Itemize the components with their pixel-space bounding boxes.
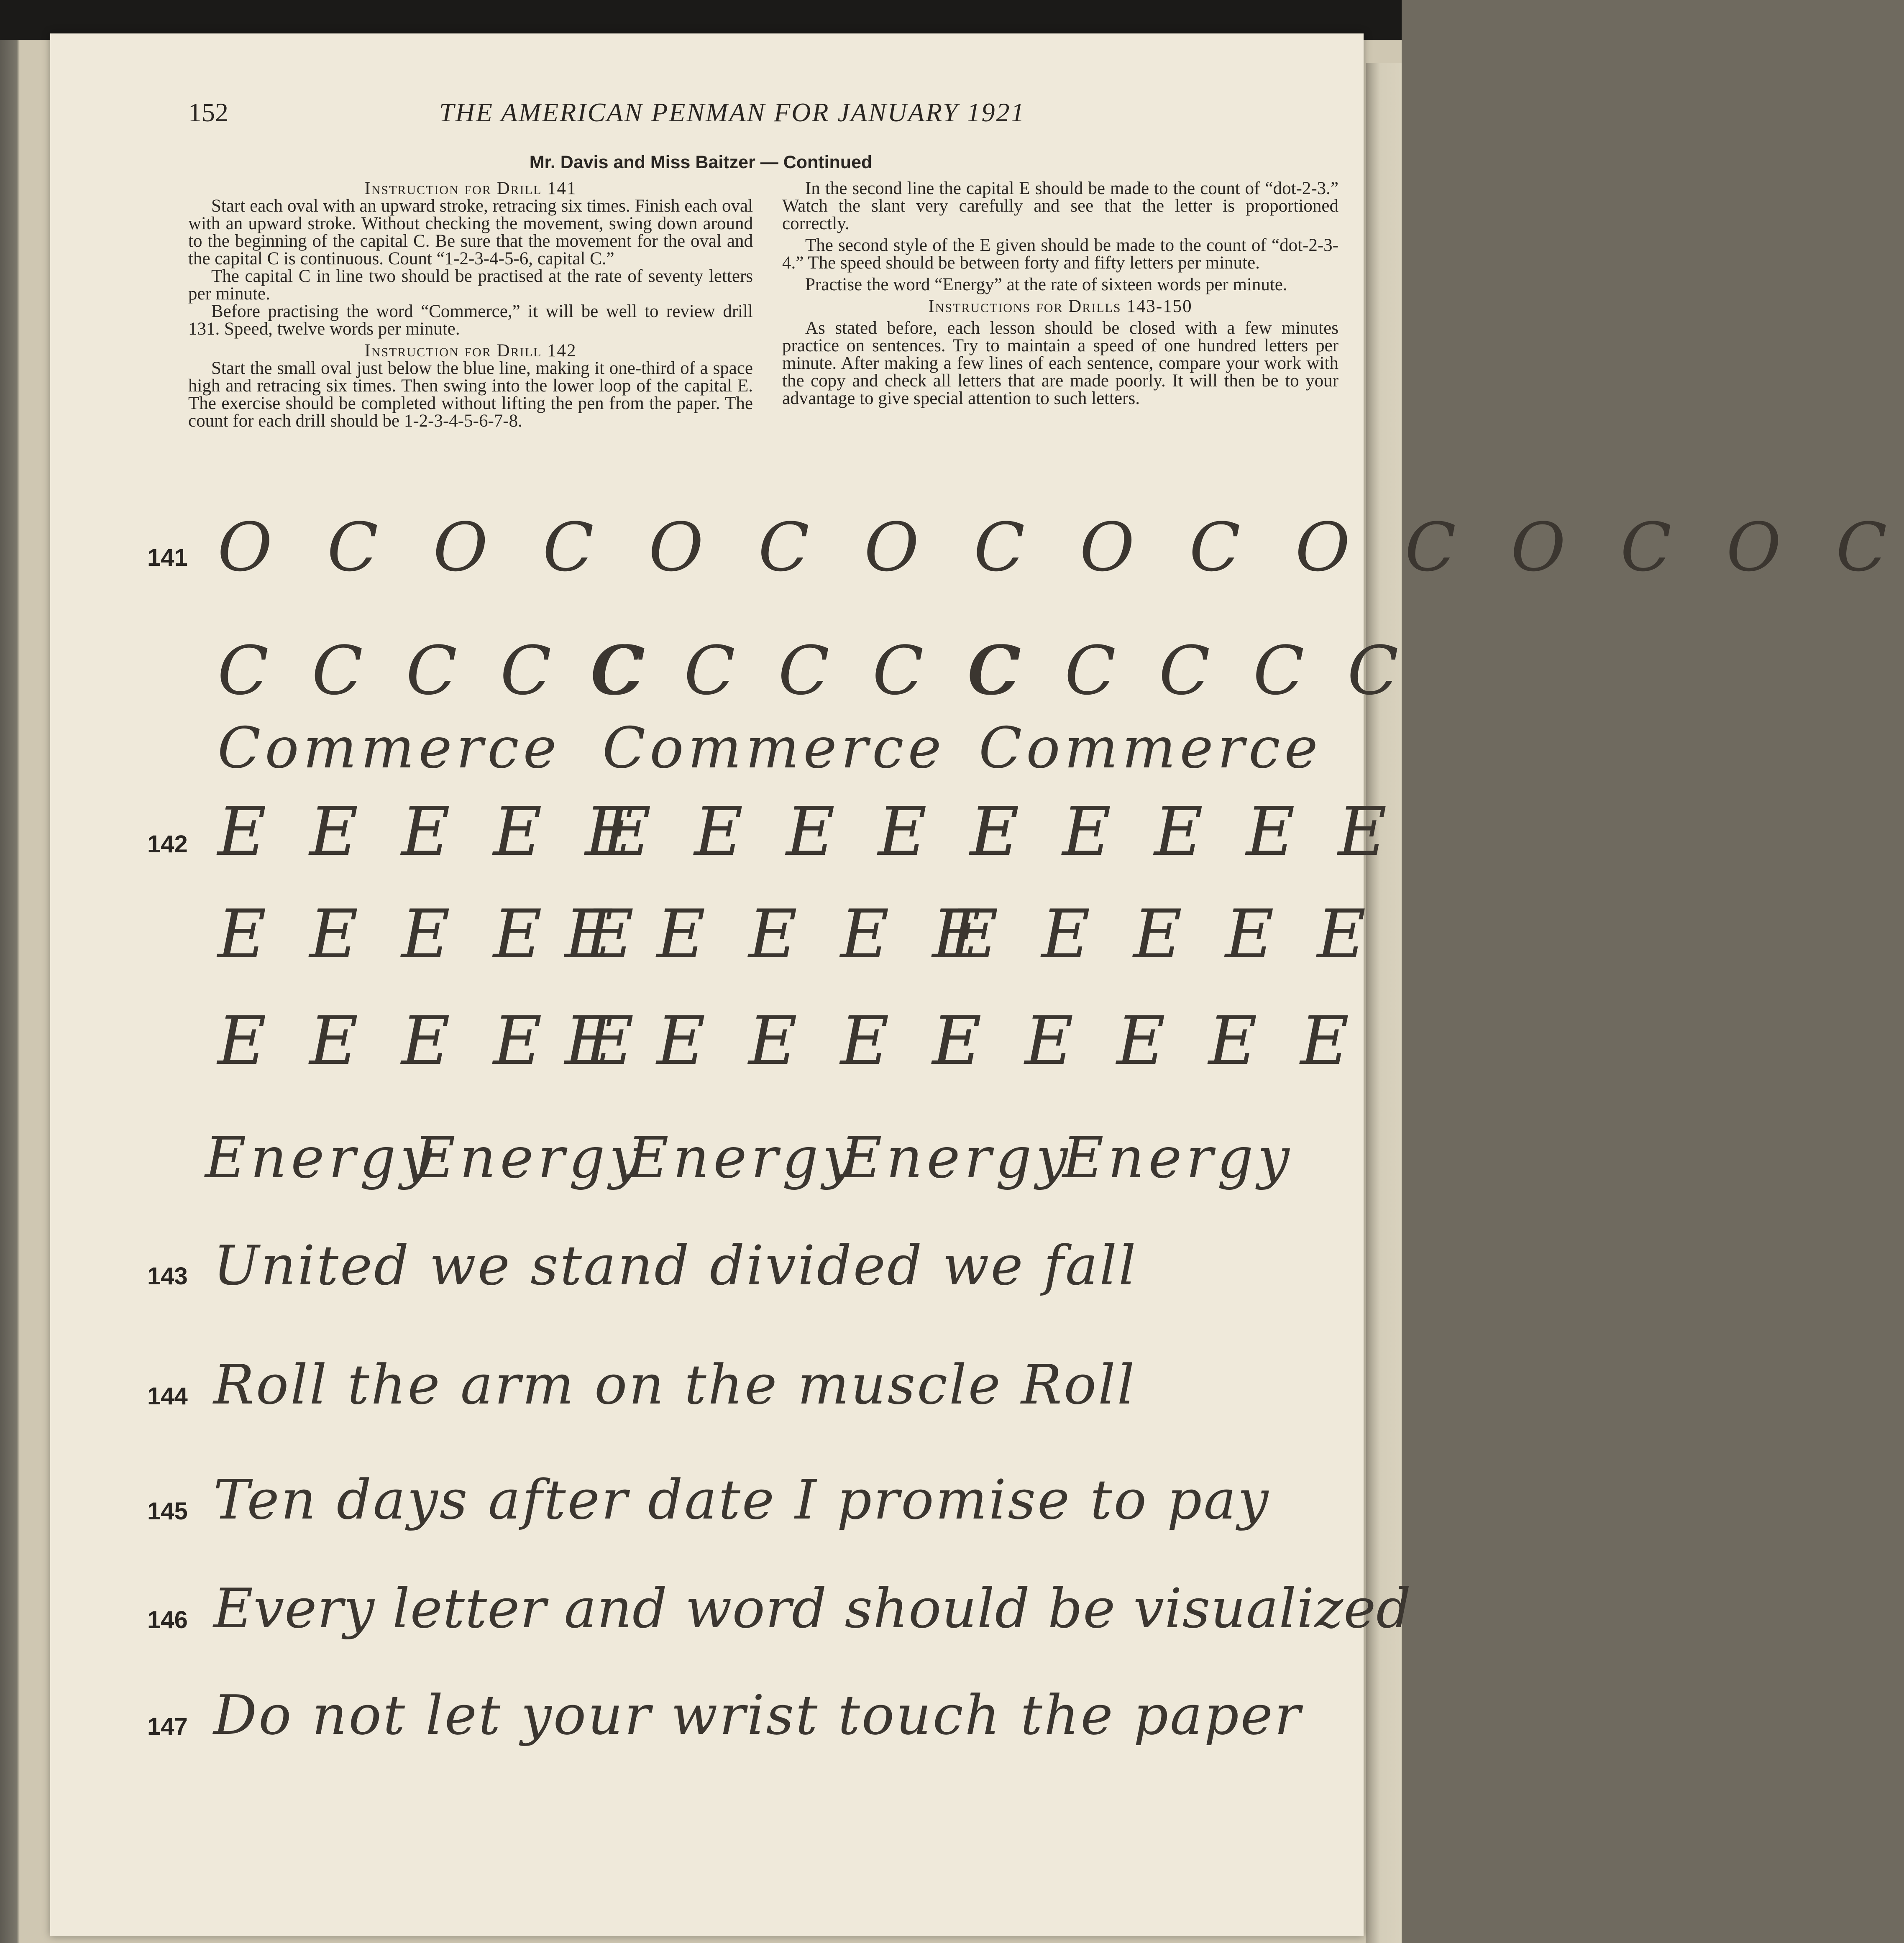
- energy-word: Energy: [841, 1125, 1072, 1191]
- e-style2-group: E E E E E: [218, 1002, 645, 1080]
- drill-number-146: 146: [147, 1606, 188, 1634]
- e-group: E E E E E: [565, 895, 992, 973]
- oval-c-exercise-row: O C O C O C O C O C O C O C O C: [218, 508, 1904, 586]
- e-group: E E E E E: [949, 895, 1377, 973]
- c-group: C C C C C: [218, 631, 657, 710]
- drill-number-145: 145: [147, 1498, 188, 1525]
- e-loop-group: E E E E E: [970, 793, 1398, 871]
- energy-word: Energy: [627, 1125, 859, 1191]
- drill-number-141: 141: [147, 544, 188, 571]
- e-group: E E E E E: [218, 895, 645, 973]
- energy-word: Energy: [414, 1125, 645, 1191]
- energy-word: Energy: [1062, 1125, 1294, 1191]
- paragraph: The capital C in line two should be practised at the rate of seventy letters per minute.: [188, 266, 753, 304]
- paragraph: As stated before, each lesson should be closed with a few minutes practice on sentences. Try to maintain a speed of one hundred letters per minute. After making a few lines of each sentence, compare your work with the copy and check all letters that are made poorly. It will then be to your advantage to give special attention to such letters.: [782, 318, 1338, 408]
- right-text-column: [782, 180, 1338, 407]
- c-group: C C C C C: [970, 631, 1410, 710]
- commerce-word: Commerce: [979, 715, 1322, 781]
- paragraph: The second style of the E given should be made to the count of “dot-2-3-4.” The speed should be between forty and fifty letters per minute.: [782, 235, 1338, 273]
- drill-number-142: 142: [147, 831, 188, 858]
- section-title: Mr. Davis and Miss Baitzer — Continued: [529, 152, 873, 172]
- e-loop-group: E E E E E: [218, 793, 645, 871]
- paragraph: In the second line the capital E should be made to the count of “dot-2-3.” Watch the slant very carefully and see that the letter is proportioned correctly.: [782, 179, 1338, 233]
- commerce-word: Commerce: [218, 715, 561, 781]
- drill-number-143: 143: [147, 1263, 188, 1290]
- left-text-column: [188, 180, 753, 430]
- sentence-146: Every letter and word should be visualized: [213, 1577, 1412, 1640]
- e-loop-group: E E E E E: [602, 793, 1030, 871]
- paragraph: Practise the word “Energy” at the rate of sixteen words per minute.: [805, 275, 1287, 294]
- paragraph: Start the small oval just below the blue line, making it one-third of a space high and retracing six times. Then swing into the lower loop of the capital E. The exercise should be completed without lifting the pen from the paper. The count for each drill should be 1-2-3-4-5-6-7-8.: [188, 358, 753, 431]
- paragraph: Start each oval with an upward stroke, retracing six times. Finish each oval with an upward stroke. Without checking the movement, swing down around to the beginning of the capital C. Be sure that the movement for the oval and the capital C is continuous. Count “1-2-3-4-5-6, capital C.”: [188, 196, 753, 268]
- facing-page-edge: [1366, 63, 1402, 1943]
- running-head: THE AMERICAN PENMAN FOR JANUARY 1921: [439, 97, 1026, 127]
- drill-141-heading: Instruction for Drill 141: [364, 179, 577, 198]
- c-group: C C C C C: [590, 631, 1029, 710]
- sentence-147: Do not let your wrist touch the paper: [213, 1683, 1302, 1747]
- commerce-word: Commerce: [602, 715, 946, 781]
- paragraph: Before practising the word “Commerce,” it will be well to review drill 131. Speed, twelve words per minute.: [188, 302, 753, 339]
- sentence-144: Roll the arm on the muscle Roll: [213, 1353, 1136, 1416]
- drills-143-150-heading: Instructions for Drills 143-150: [928, 297, 1193, 316]
- sentence-143: United we stand divided we fall: [213, 1234, 1138, 1297]
- drill-number-147: 147: [147, 1713, 188, 1740]
- drill-number-144: 144: [147, 1383, 188, 1410]
- drill-142-heading: Instruction for Drill 142: [364, 341, 577, 360]
- e-style2-group: E E E E E: [933, 1002, 1360, 1080]
- sentence-145: Ten days after date I promise to pay: [213, 1468, 1270, 1531]
- e-style2-group: E E E E E: [565, 1002, 992, 1080]
- energy-word: Energy: [205, 1125, 436, 1191]
- page-number: 152: [188, 97, 228, 127]
